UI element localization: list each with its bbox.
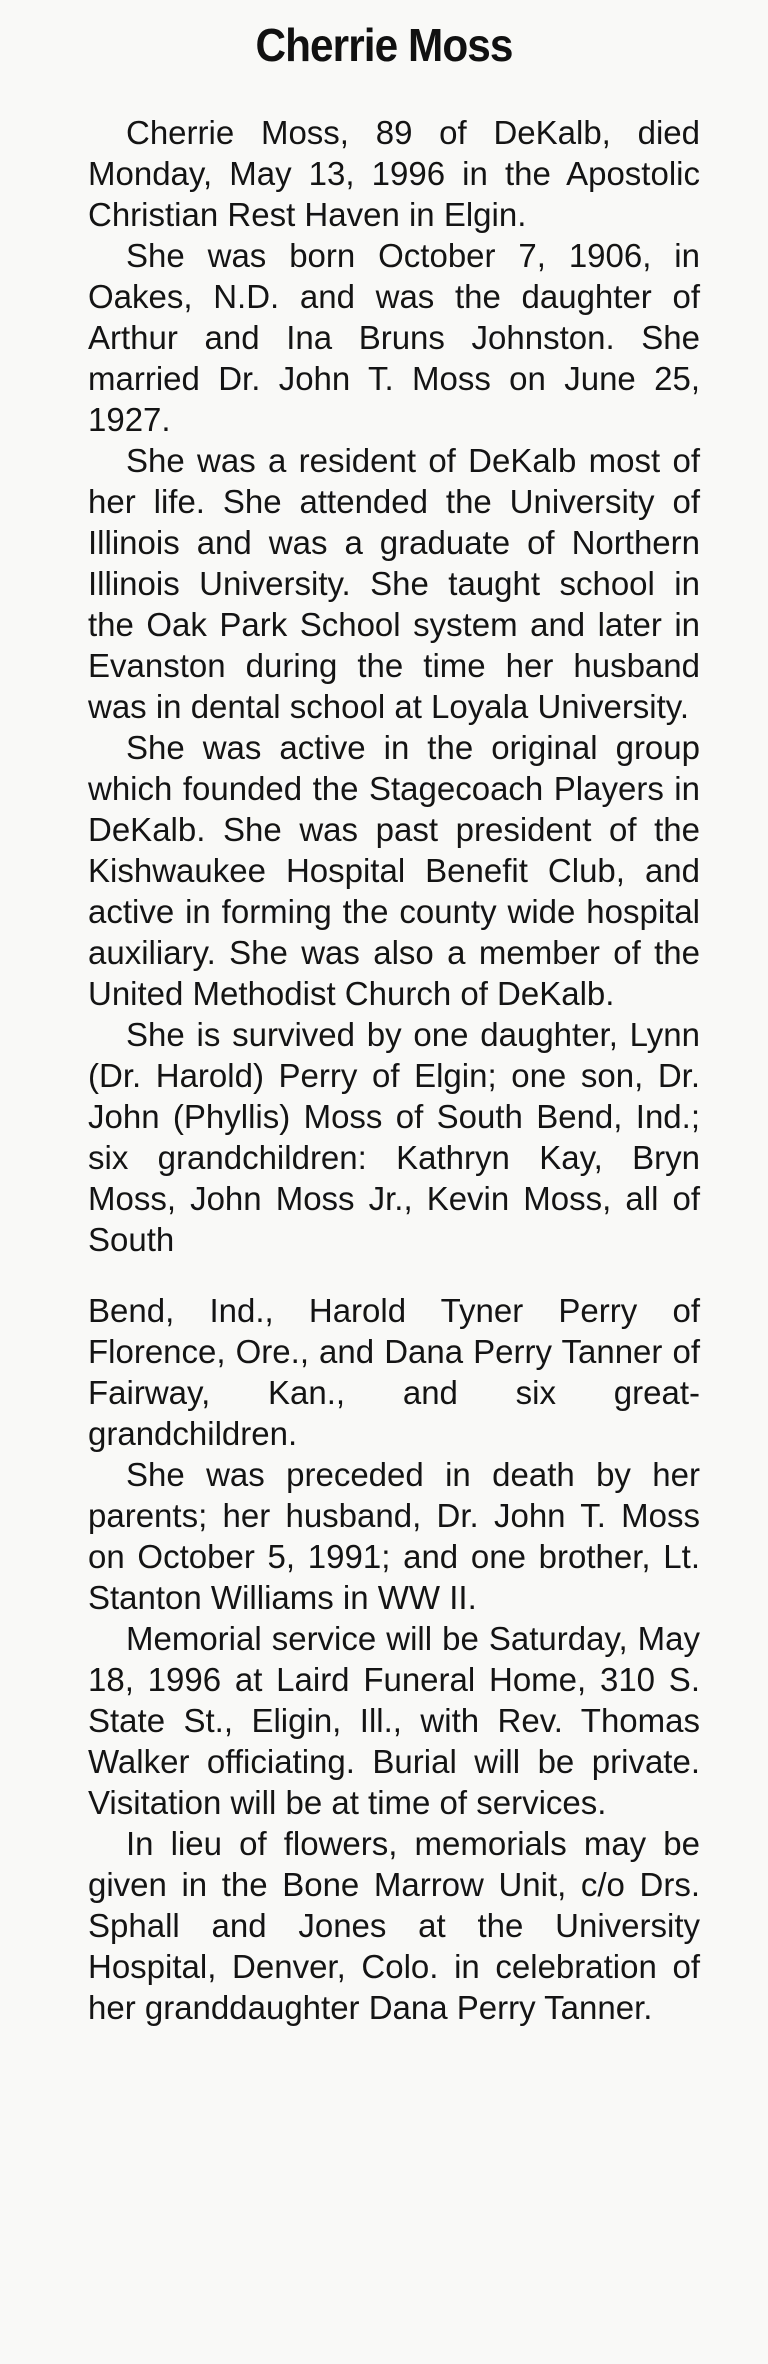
obituary-body bbox=[88, 112, 700, 2028]
paragraph-survivors-continued: Bend, Ind., Harold Tyner Perry of Florence, Ore., and Dana Perry Tanner of Fairway, Kan., and six great-grandchildren. bbox=[88, 1292, 700, 1452]
paragraph-preceded-in-death: She was preceded in death by her parents; her husband, Dr. John T. Moss on October 5, 1991; and one brother, Lt. Stanton Williams in WW II. bbox=[88, 1456, 700, 1616]
paragraph-memorials: In lieu of flowers, memorials may be given in the Bone Marrow Unit, c/o Drs. Sphall and Jones at the University Hospital, Denver, Colo. in celebration of her granddaughter Dana Perry Tanner. bbox=[88, 1825, 700, 2026]
paragraph-memorial-service: Memorial service will be Saturday, May 18, 1996 at Laird Funeral Home, 310 S. State St., Eligin, Ill., with Rev. Thomas Walker officiating. Burial will be private. Visitation will be at time of services. bbox=[88, 1620, 700, 1821]
paragraph-survivors: She is survived by one daughter, Lynn (Dr. Harold) Perry of Elgin; one son, Dr. John (Phyllis) Moss of South Bend, Ind.; six grandchildren: Kathryn Kay, Bryn Moss, John Moss Jr., Kevin Moss, all of South bbox=[88, 1016, 700, 1258]
paragraph-birth-marriage: She was born October 7, 1906, in Oakes, N.D. and was the daughter of Arthur and Ina Bruns Johnston. She married Dr. John T. Moss on June 25, 1927. bbox=[88, 237, 700, 438]
obituary-headline: Cherrie Moss bbox=[255, 19, 513, 71]
paragraph-education-career: She was a resident of DeKalb most of her life. She attended the University of Illinois and was a graduate of Northern Illinois University. She taught school in the Oak Park School system and later in Evanston during the time her husband was in dental school at Loyala University. bbox=[88, 442, 700, 725]
paragraph-death-notice: Cherrie Moss, 89 of DeKalb, died Monday, May 13, 1996 in the Apostolic Christian Rest Haven in Elgin. bbox=[88, 114, 700, 233]
paragraph-community-activities: She was active in the original group which founded the Stagecoach Players in DeKalb. She was past president of the Kishwaukee Hospital Benefit Club, and active in forming the county wide hospital auxiliary. She was also a member of the United Methodist Church of DeKalb. bbox=[88, 729, 700, 1012]
